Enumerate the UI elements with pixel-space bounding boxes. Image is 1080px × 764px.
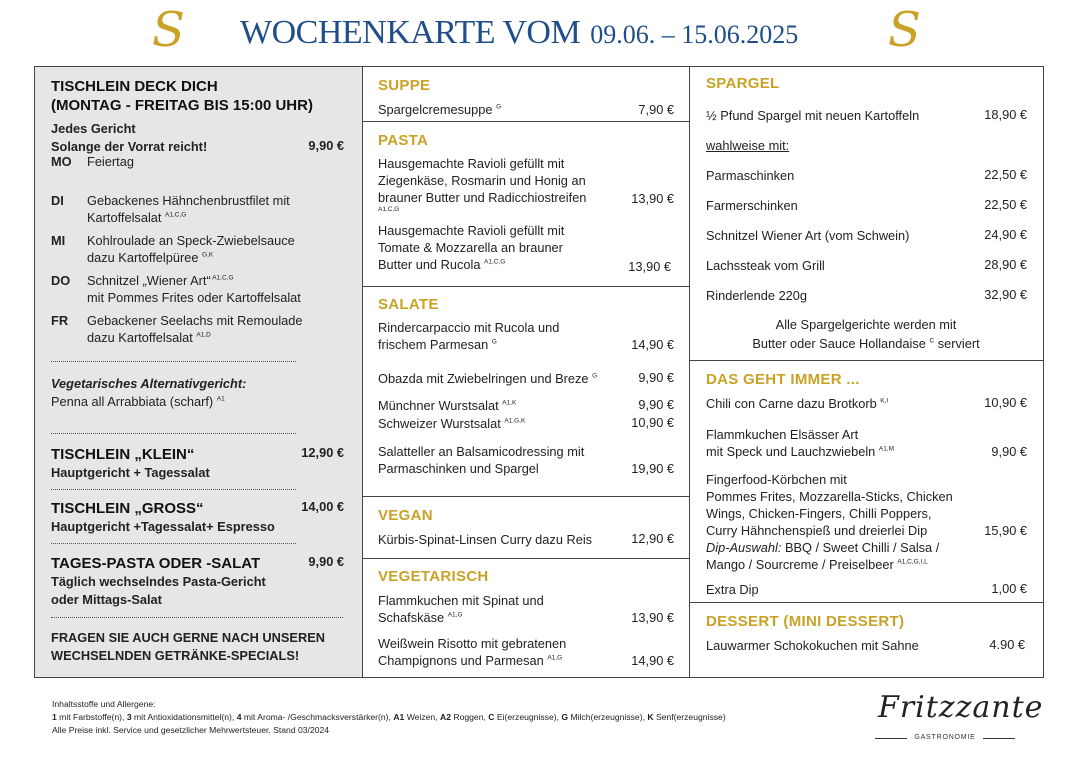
gross-desc: Hauptgericht +Tagessalat+ Espresso (51, 519, 275, 534)
pasta-salat-price: 9,90 € (308, 554, 344, 569)
klein-title: TISCHLEIN „KLEIN“ (51, 446, 195, 463)
menu-item: Rindercarpaccio mit Rucola und frischem Parmesan $^G$ (378, 320, 560, 352)
menu-item: ½ Pfund Spargel mit neuen Kartoffeln (706, 108, 920, 123)
brand-logo: Fritzzante (878, 690, 1044, 725)
section-suppe (363, 67, 689, 122)
menu-item: Hausgemachte Ravioli gefüllt mit Ziegenkäse, Rosmarin und Honig an brauner Butter und Radicchiostreifen A1,C,G (378, 156, 587, 213)
item-price: 13,90 € (631, 191, 674, 206)
allergen-code: C (488, 712, 495, 722)
menu-item: Hausgemachte Ravioli gefüllt mit Tomate & Mozzarella an brauner Butter und Rucola $^{A1,C,G}$ (378, 223, 565, 272)
item-price: 1,00 € (991, 581, 1027, 596)
section-vegetarisch (363, 559, 689, 677)
section-vegan (363, 497, 689, 559)
spargel-option: Parmaschinken (706, 168, 795, 183)
item-price: 24,90 € (984, 227, 1027, 242)
tischlein-hours: (MONTAG - FREITAG BIS 15:00 UHR) (51, 97, 313, 114)
menu-item: Salatteller an Balsamicodressing mit Parmaschinken und Spargel (378, 444, 585, 476)
day-label: DO (51, 273, 71, 288)
allergen-code: A1 (393, 712, 405, 722)
section-dessert (690, 603, 1043, 678)
menu-item: Schweizer Wurstsalat $^{A1,G,K}$ (378, 416, 526, 431)
item-price: 9,90 € (638, 370, 674, 385)
allergen-list: 1 mit Farbstoffe(n), 3 mit Antioxidationsmittel(n), 4 mit Aroma- /Geschmacksverstärker(n), A1 Weizen, A2 Roggen, C Ei(erzeugnisse), G Milch(erzeugnisse), K Senf(erzeugnisse) (52, 712, 726, 722)
allergen-code: 1 (52, 712, 57, 722)
item-price: 22,50 € (984, 197, 1027, 212)
allergen-code: 3 (126, 712, 132, 722)
title-text: WOCHENKARTE VOM (240, 14, 581, 51)
divider (51, 617, 343, 618)
footer-title: Inhaltsstoffe und Allergene: (52, 699, 156, 709)
allergen-footer (52, 698, 726, 737)
veg-alt-item: Penna all Arrabbiata (scharf) $^{A1}$ (51, 394, 225, 409)
section-title: PASTA (378, 132, 429, 149)
section-immer (690, 361, 1043, 603)
menu-item: Kürbis-Spinat-Linsen Curry dazu Reis (378, 532, 593, 547)
day-dish: Gebackenes Hähnchenbrustfilet mit Kartoffelsalat $^{A1,C,G}$ (87, 193, 290, 225)
menu-item: Weißwein Risotto mit gebratenen Champignons und Parmesan $^{A1,G}$ (378, 636, 567, 668)
day-dish: Gebackener Seelachs mit Remoulade dazu Kartoffelsalat $^{A1,D}$ (87, 313, 303, 345)
spargel-option: Schnitzel Wiener Art (vom Schwein) (706, 228, 910, 243)
daily-specials-column (34, 66, 363, 678)
item-price: 9,90 € (991, 444, 1027, 459)
logo-left: S (152, 2, 185, 58)
section-title: SALATE (378, 296, 439, 313)
section-title: SPARGEL (706, 75, 780, 92)
spargel-option: Farmerschinken (706, 198, 798, 213)
item-price: 13,90 € (631, 610, 674, 625)
veg-alt-title: Vegetarisches Alternativgericht: (51, 376, 247, 391)
menu-item: Obazda mit Zwiebelringen und Breze $^G$ (378, 371, 598, 386)
divider (51, 361, 296, 362)
day-dish: Schnitzel „Wiener Art“ $^{A1,C,G}$ mit Pommes Frites oder Kartoffelsalat (87, 273, 301, 305)
section-title: VEGAN (378, 507, 433, 524)
item-price: 32,90 € (984, 287, 1027, 302)
menu-item: Flammkuchen mit Spinat und Schafskäse $^{A1,G}$ (378, 593, 544, 625)
allergen-code: 4 (236, 712, 242, 722)
item-price: 14,90 € (631, 653, 674, 668)
divider (51, 489, 296, 490)
drinks-line2: WECHSELNDEN GETRÄNKE-SPECIALS! (51, 648, 300, 663)
item-price: 12,90 € (631, 531, 674, 546)
item-price: 14,90 € (631, 337, 674, 352)
menu-item: Münchner Wurstsalat $^{A1,K}$ (378, 398, 517, 413)
section-title: SUPPE (378, 77, 431, 94)
menu-item: Flammkuchen Elsässer Art mit Speck und Lauchzwiebeln $^{A1,M}$ (706, 427, 895, 459)
menu-column-middle (363, 66, 690, 678)
tischlein-title: TISCHLEIN DECK DICH (51, 78, 218, 95)
drinks-line1: FRAGEN SIE AUCH GERNE NACH UNSEREN (51, 630, 325, 645)
section-title: DESSERT (MINI DESSERT) (706, 613, 905, 630)
item-price: 10,90 € (631, 415, 674, 430)
section-salate (363, 287, 689, 497)
spargel-option: Rinderlende 220g (706, 288, 808, 303)
day-dish: Feiertag (87, 154, 134, 169)
menu-item: Extra Dip (706, 582, 759, 597)
day-label: MO (51, 154, 72, 169)
header (0, 0, 1080, 66)
day-label: FR (51, 313, 69, 328)
item-price: 15,90 € (984, 523, 1027, 538)
spargel-note1: Alle Spargelgerichte werden mit (775, 317, 957, 332)
klein-desc: Hauptgericht + Tagessalat (51, 465, 210, 480)
item-price: 28,90 € (984, 257, 1027, 272)
spargel-note2: Butter oder Sauce Hollandaise $^C$ serviert (752, 336, 980, 351)
menu-item: Fingerfood-Körbchen mit Pommes Frites, Mozzarella-Sticks, Chicken Wings, Chicken-Fingers, Chilli Poppers, Curry Hähnchenspieß und dreierlei Dip Dip-Auswahl: BBQ / Sweet Chilli / Salsa / Mango / Sourcreme / Preiselbeer $^{A1,C,G,I,L}$ (706, 472, 953, 572)
allergen-code: G (561, 712, 569, 722)
wahlweise-label: wahlweise mit: (706, 138, 790, 153)
footer-note: Alle Preise inkl. Service und gesetzlicher Mehrwertsteuer. Stand 03/2024 (52, 725, 330, 735)
title-dates: 09.06. – 15.06.2025 (590, 20, 799, 49)
menu-item: Lauwarmer Schokokuchen mit Sahne (706, 638, 919, 653)
day-label: MI (51, 233, 66, 248)
while-stocks: Solange der Vorrat reicht! (51, 139, 208, 154)
logo-right: S (888, 2, 921, 58)
item-price: 10,90 € (984, 395, 1027, 410)
day-dish: Kohlroulade an Speck-Zwiebelsauce dazu Kartoffelpüree $^{G,K}$ (87, 233, 295, 265)
item-price: 22,50 € (984, 167, 1027, 182)
item-price: 18,90 € (984, 107, 1027, 122)
allergen-code: K (647, 712, 654, 722)
every-price: 9,90 € (308, 138, 344, 153)
section-title: DAS GEHT IMMER ... (706, 371, 860, 388)
item-price: 19,90 € (631, 461, 674, 476)
pasta-salat-desc1: Täglich wechselndes Pasta-Gericht (51, 574, 266, 589)
divider (51, 543, 296, 544)
spargel-option: Lachssteak vom Grill (706, 258, 825, 273)
pasta-salat-title: TAGES-PASTA ODER -SALAT (51, 555, 261, 572)
divider (51, 433, 296, 434)
section-pasta (363, 122, 689, 287)
klein-price: 12,90 € (301, 445, 344, 460)
item-price: 4.90 € (989, 637, 1025, 652)
page-title (240, 14, 798, 52)
item-price: 9,90 € (638, 397, 674, 412)
day-label: DI (51, 193, 64, 208)
allergen-code: A2 (440, 712, 451, 722)
gross-price: 14,00 € (301, 499, 344, 514)
section-spargel (690, 66, 1043, 361)
menu-column-right (690, 66, 1044, 678)
every-dish: Jedes Gericht (51, 121, 136, 136)
gross-title: TISCHLEIN „GROSS“ (51, 500, 204, 517)
brand-subtitle: GASTRONOMIE (875, 734, 1015, 741)
item-price: 7,90 € (638, 102, 674, 117)
menu-item: Chili con Carne dazu Brotkorb $^{K,I}$ (706, 396, 889, 411)
pasta-salat-desc2: oder Mittags-Salat (51, 592, 162, 607)
item-price: 13,90 € (628, 259, 671, 274)
menu-item: Spargelcremesuppe $^G$ (378, 102, 502, 117)
section-title: VEGETARISCH (378, 568, 489, 585)
